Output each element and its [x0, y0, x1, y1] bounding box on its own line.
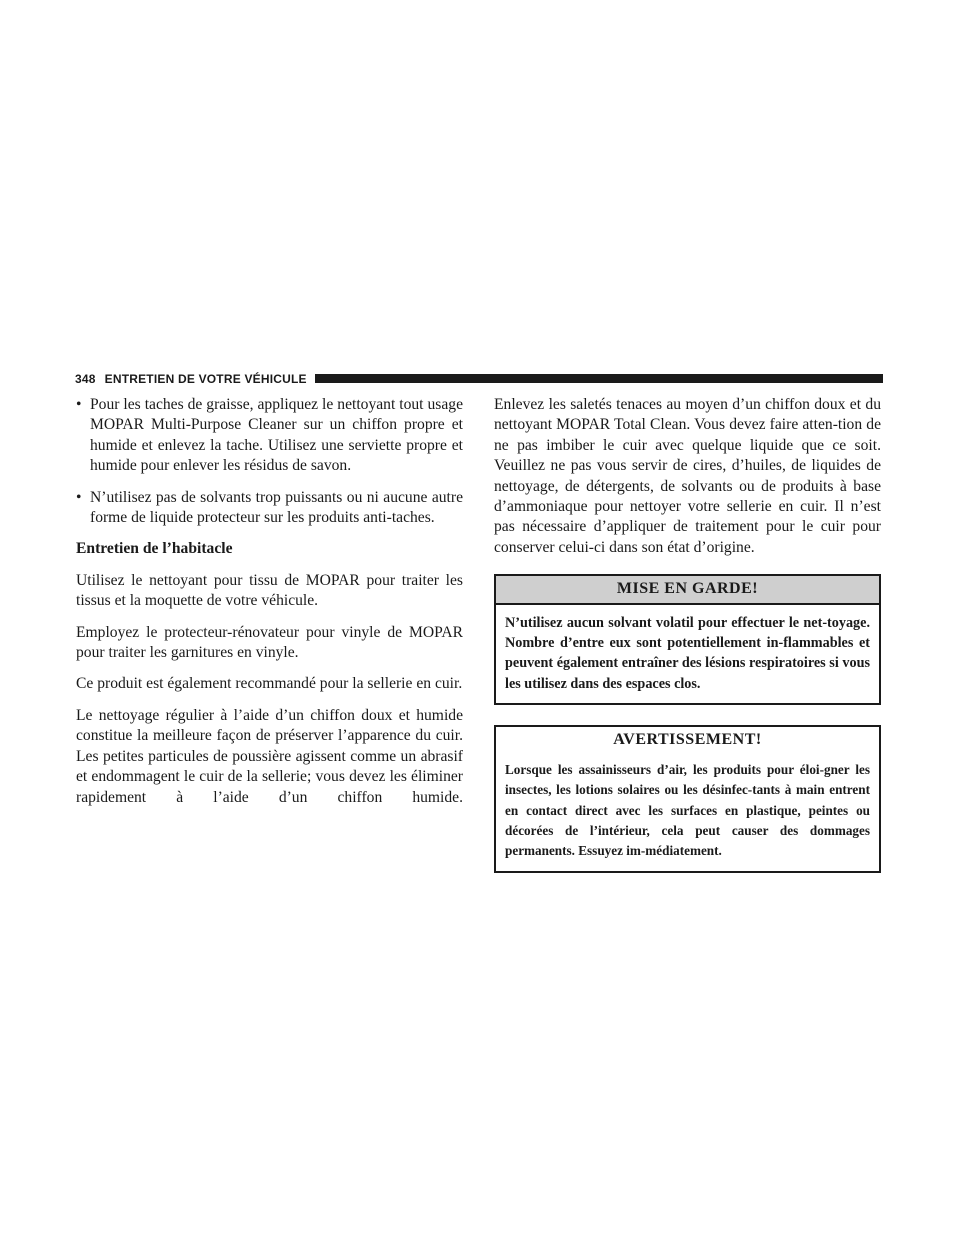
bullet-list	[76, 395, 463, 528]
warning-box	[494, 725, 881, 872]
section-subheading: Entretien de l’habitacle	[76, 540, 233, 558]
paragraph: Enlevez les saletés tenaces au moyen d’un chiffon doux et du nettoyant MOPAR Total Clean. Vous devez faire atten-tion de ne pas imbiber le cuir avec quelque liquide que ce soit. Veuillez ne pas vous servir de cires, d’huiles, de liquides de nettoyage, de détergents, de solvants ou de produits à base d’ammoniaque pour nettoyer votre sellerie en cuir. Il n’est pas nécessaire d’appliquer de traitement pour le cuir pour conserver celui-ci dans son état d’origine.	[494, 396, 881, 556]
paragraph: Employez le protecteur-rénovateur pour vinyle de MOPAR pour traiter les garnitures en vinyle.	[76, 623, 463, 662]
header-rule	[315, 374, 883, 383]
bullet-item	[76, 395, 463, 477]
warning-title: AVERTISSEMENT!	[496, 727, 879, 753]
bullet-text: N’utilisez pas de solvants trop puissants ou ni aucune autre forme de liquide protecteur sur les produits anti-taches.	[90, 488, 463, 527]
page-number: 348	[75, 371, 96, 386]
paragraph: Le nettoyage régulier à l’aide d’un chiffon doux et humide constitue la meilleure façon de préserver l’apparence du cuir. Les petites particules de poussière agissent comme un abrasif et endommagent le cuir de la sellerie; vous devez les éliminer rapidement à l’aide d’un chiffon humide.	[76, 706, 463, 806]
bullet-text: Pour les taches de graisse, appliquez le nettoyant tout usage MOPAR Multi-Purpose Cleaner sur un chiffon propre et humide et enlevez la tache. Utilisez une serviette propre et humide pour enlever les résidus de savon.	[90, 396, 463, 475]
right-column	[494, 395, 881, 893]
left-column	[76, 395, 463, 819]
section-title: ENTRETIEN DE VOTRE VÉHICULE	[104, 371, 307, 386]
caution-title: MISE EN GARDE!	[496, 576, 879, 604]
caution-text: N’utilisez aucun solvant volatil pour effectuer le net-toyage. Nombre d’entre eux sont potentiellement in-flammables et peuvent également entraîner des lésions respiratoires si vous les utilisez dans des espaces clos.	[505, 614, 870, 692]
caution-box	[494, 574, 881, 705]
page-header	[75, 371, 883, 386]
bullet-icon: •	[76, 488, 82, 506]
bullet-item	[76, 488, 463, 529]
paragraph: Utilisez le nettoyant pour tissu de MOPAR pour traiter les tissus et la moquette de votre véhicule.	[76, 571, 463, 610]
paragraph: Ce produit est également recommandé pour la sellerie en cuir.	[76, 675, 463, 693]
warning-text: Lorsque les assainisseurs d’air, les produits pour éloi-gner les insectes, les lotions solaires ou les désinfec-tants à main entrent en contact direct avec les surfaces en plastique, peintes ou décorées de l’intérieur, cela peut causer des dommages permanents. Essuyez im-médiatement.	[505, 761, 870, 859]
bullet-icon: •	[76, 396, 82, 413]
